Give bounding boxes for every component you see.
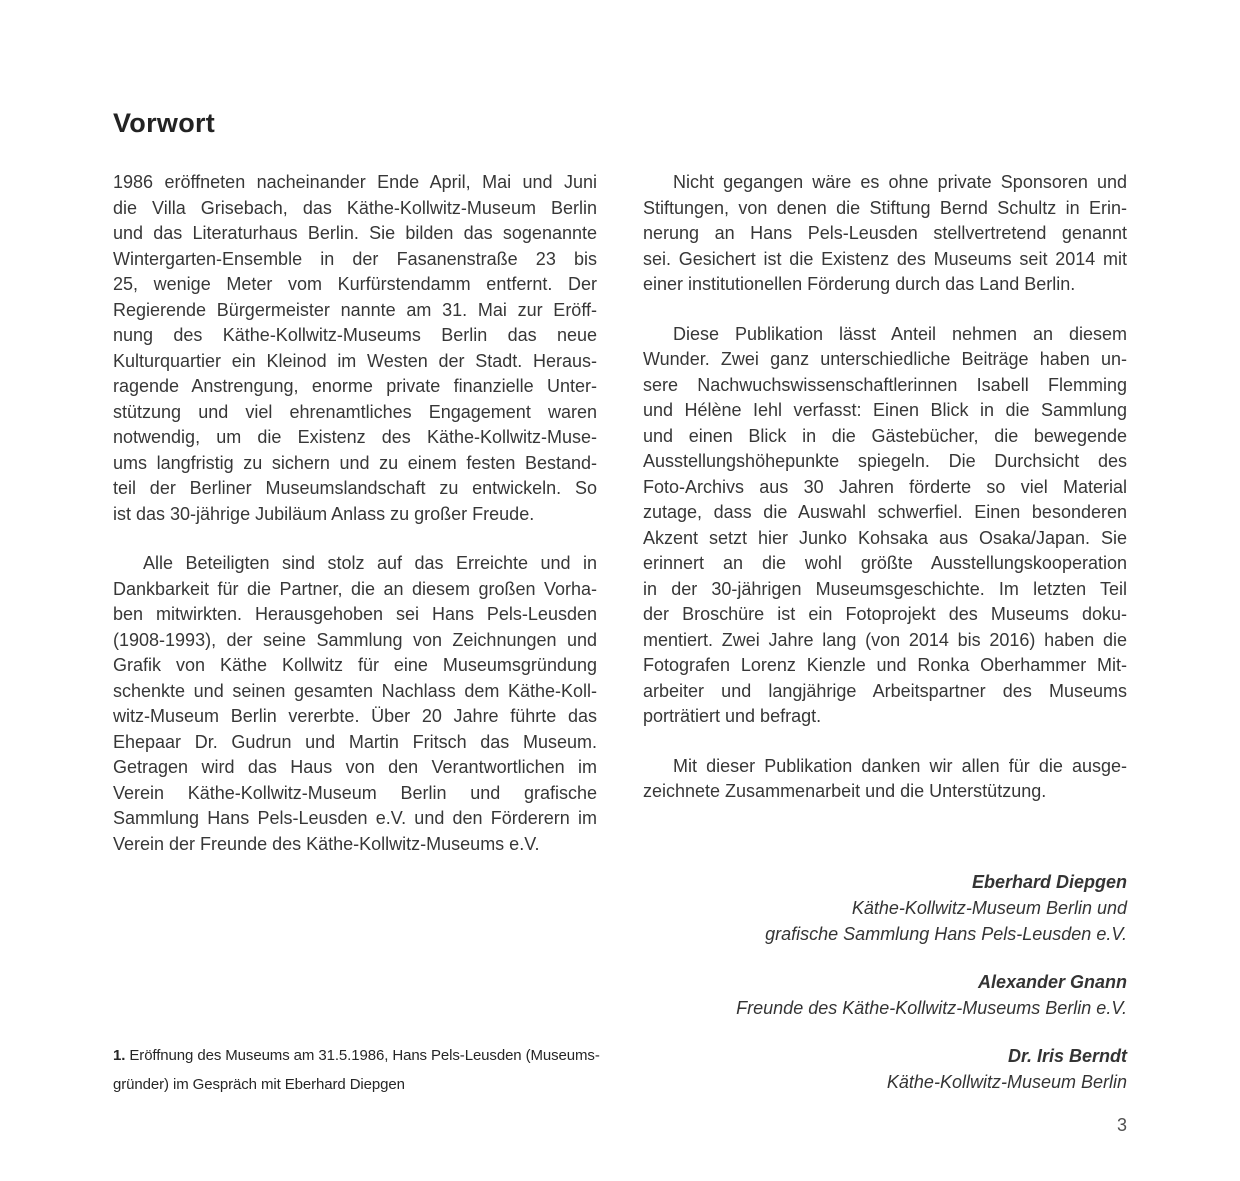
text-line: ragende Anstrengung, enorme private finanzielle Unter-	[113, 376, 597, 396]
text-line: Getragen wird das Haus von den Verantwortlichen im	[113, 757, 597, 777]
text-line: erinnert an die wohl größte Ausstellungskooperation	[643, 553, 1127, 573]
text-line: und einen Blick in die Gästebücher, die bewegende	[643, 425, 1127, 446]
text-line: die Villa Grisebach, das Käthe-Kollwitz-Museum Berlin	[113, 197, 597, 218]
caption-line	[113, 1041, 600, 1070]
text-line: Wintergarten-Ensemble in der Fasanenstraße 23 bis	[113, 248, 597, 269]
text-line: zeichnete Zusammenarbeit und die Unterstützung.	[643, 781, 1047, 801]
text-line: nung des Käthe-Kollwitz-Museums Berlin das neue	[113, 325, 597, 345]
text-line: in der 30-jährigen Museumsgeschichte. Im letzten Teil	[643, 578, 1127, 599]
text-line: stützung und viel ehrenamtliches Engagement waren	[113, 401, 597, 422]
text-line: Kulturquartier ein Kleinod im Westen der Stadt. Heraus-	[113, 350, 597, 371]
text-line: Akzent setzt hier Junko Kohsaka aus Osaka/Japan. Sie	[643, 527, 1127, 548]
text-line: Ausstellungshöhepunkte spiegeln. Die Durchsicht des	[643, 451, 1127, 471]
paragraph	[113, 551, 597, 857]
signature-org-line: Käthe-Kollwitz-Museum Berlin	[886, 1072, 1127, 1092]
text-line: Stiftungen, von denen die Stiftung Bernd Schultz in Erin-	[643, 197, 1127, 218]
text-line: Regierende Bürgermeister nannte am 31. Mai zur Eröff-	[113, 299, 597, 320]
paragraph	[113, 170, 597, 527]
text-line: und Hélène Iehl verfasst: Einen Blick in die Sammlung	[643, 400, 1127, 420]
text-line: nerung an Hans Pels-Leusden stellvertretend genannt	[643, 223, 1127, 243]
text-line: ist das 30-jährige Jubiläum Anlass zu großer Freude.	[113, 503, 535, 524]
signature-list	[567, 869, 1127, 1095]
text-line: ums langfristig zu sichern und zu einem festen Bestand-	[113, 452, 597, 473]
text-line: der Broschüre ist ein Fotoprojekt des Museums doku-	[643, 604, 1127, 624]
text-line: 1986 eröffneten nacheinander Ende April, Mai und Juni	[113, 172, 597, 192]
text-line: notwendig, um die Existenz des Käthe-Kollwitz-Muse-	[113, 427, 597, 447]
text-line: Verein der Freunde des Käthe-Kollwitz-Museums e.V.	[113, 833, 540, 854]
right-text-column	[643, 170, 1127, 805]
text-line: Nicht gegangen wäre es ohne private Sponsoren und	[673, 172, 1127, 192]
text-line: Foto-Archivs aus 30 Jahren förderte so viel Material	[643, 476, 1127, 497]
text-line: Diese Publikation lässt Anteil nehmen an diesem	[673, 323, 1127, 344]
signature-org-line: Freunde des Käthe-Kollwitz-Museums Berlin e.V.	[736, 998, 1127, 1018]
caption-text: Eröffnung des Museums am 31.5.1986, Hans Pels-Leusden (Museums-	[129, 1047, 600, 1064]
figure-caption	[113, 1041, 600, 1099]
text-line: Verein Käthe-Kollwitz-Museum Berlin und grafische	[113, 782, 597, 803]
text-line: sere Nachwuchswissenschaftlerinnen Isabell Flemming	[643, 374, 1127, 395]
text-line: porträtiert und befragt.	[643, 706, 822, 726]
text-line: Wunder. Zwei ganz unterschiedliche Beiträge haben un-	[643, 349, 1127, 369]
caption-line: gründer) im Gespräch mit Eberhard Diepgen	[113, 1076, 405, 1093]
text-line: Grafik von Käthe Kollwitz für eine Museumsgründung	[113, 655, 597, 675]
page-title: Vorwort	[113, 108, 216, 139]
caption-number: 1.	[113, 1047, 126, 1064]
signature-name: Dr. Iris Berndt	[1007, 1046, 1127, 1066]
paragraph	[643, 322, 1127, 730]
text-line: (1908-1993), der seine Sammlung von Zeichnungen und	[113, 629, 597, 650]
text-line: Fotografen Lorenz Kienzle und Ronka Oberhammer Mit-	[643, 655, 1127, 675]
signature	[567, 1043, 1127, 1095]
page-number: 3	[1116, 1115, 1127, 1135]
text-line: Sammlung Hans Pels-Leusden e.V. und den Förderern im	[113, 808, 597, 828]
text-line: zutage, dass die Auswahl schwerfiel. Einen besonderen	[643, 502, 1127, 522]
text-line: und das Literaturhaus Berlin. Sie bilden das sogenannte	[113, 223, 597, 243]
text-line: 25, wenige Meter vom Kurfürstendamm entfernt. Der	[113, 274, 597, 294]
signature	[567, 869, 1127, 947]
text-line: teil der Berliner Museumslandschaft zu entwickeln. So	[113, 478, 597, 498]
text-line: witz-Museum Berlin vererbte. Über 20 Jahre führte das	[113, 706, 597, 726]
paragraph	[643, 170, 1127, 298]
paragraph	[643, 754, 1127, 805]
text-line: Ehepaar Dr. Gudrun und Martin Fritsch das Museum.	[113, 731, 597, 752]
text-line: Mit dieser Publikation danken wir allen für die ausge-	[673, 755, 1127, 776]
signature-org-line: grafische Sammlung Hans Pels-Leusden e.V.	[765, 924, 1127, 944]
text-line: mentiert. Zwei Jahre lang (von 2014 bis 2016) haben die	[643, 629, 1127, 650]
signature-name: Alexander Gnann	[977, 972, 1127, 992]
text-line: Dankbarkeit für die Partner, die an diesem großen Vorha-	[113, 578, 597, 599]
signature	[567, 969, 1127, 1021]
text-line: schenkte und seinen gesamten Nachlass dem Käthe-Koll-	[113, 680, 597, 701]
text-line: ben mitwirkten. Herausgehoben sei Hans Pels-Leusden	[113, 604, 597, 624]
left-text-column	[113, 170, 597, 857]
text-line: Alle Beteiligten sind stolz auf das Erreichte und in	[143, 553, 597, 573]
text-line: einer institutionellen Förderung durch das Land Berlin.	[643, 274, 1076, 294]
signature-org-line: Käthe-Kollwitz-Museum Berlin und	[851, 898, 1127, 918]
text-line: sei. Gesichert ist die Existenz des Museums seit 2014 mit	[643, 248, 1127, 269]
signature-name: Eberhard Diepgen	[971, 872, 1127, 892]
text-line: arbeiter und langjährige Arbeitspartner des Museums	[643, 680, 1127, 701]
